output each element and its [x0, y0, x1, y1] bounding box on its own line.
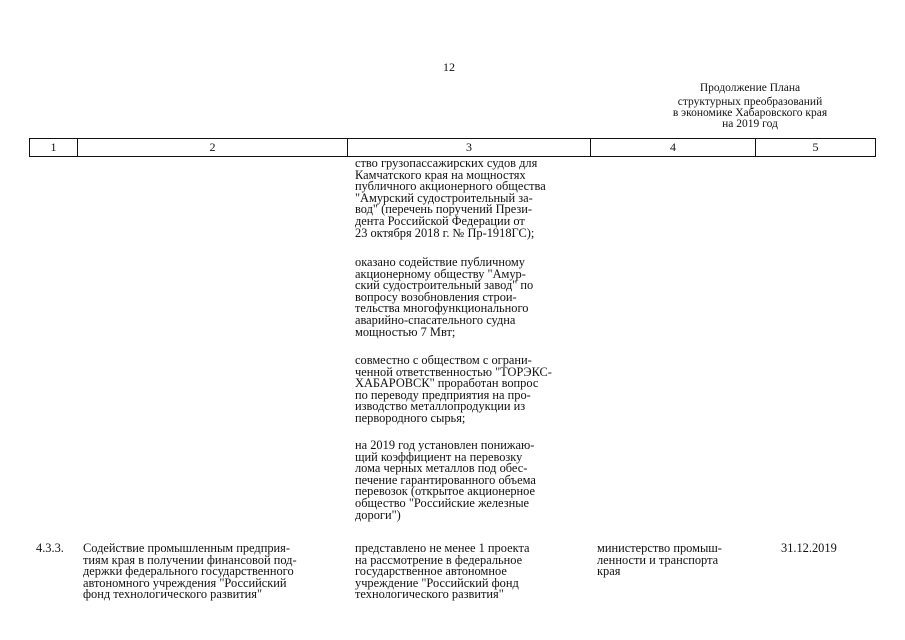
- text-line: акционерному обществу "Амур-: [355, 266, 526, 281]
- text-line: представлено не менее 1 проекта: [355, 541, 530, 555]
- text-line: автономного учреждения "Российский: [83, 575, 287, 590]
- text-line: оказано содействие публичному: [355, 255, 525, 269]
- text-line: совместно с обществом с ограни-: [355, 353, 532, 367]
- column-number-5: 5: [755, 138, 876, 157]
- text-line: перевозок (открытое акционерное: [355, 484, 536, 499]
- text-line: дента Российской Федерации от: [355, 213, 525, 228]
- text-line: Камчатского края на мощностях: [355, 167, 526, 182]
- result-paragraph: [355, 257, 533, 338]
- text-line: лома черных металлов под обес-: [355, 461, 528, 476]
- activity-cell: [83, 543, 297, 601]
- result-paragraph: [355, 440, 536, 521]
- text-line: фонд технологического развития": [83, 587, 263, 602]
- note-line: структурных преобразований: [677, 96, 823, 108]
- text-line: на 2019 год установлен понижаю-: [355, 438, 535, 452]
- text-line: на рассмотрение в федеральное: [355, 552, 523, 567]
- text-line: края: [597, 564, 621, 579]
- column-number-2: 2: [77, 138, 347, 157]
- text-line: тиям края в получении финансовой под-: [83, 552, 297, 567]
- text-line: 23 октября 2018 г. № Пр-1918ГС);: [355, 225, 535, 240]
- text-line: ство грузопассажирских судов для: [355, 156, 538, 170]
- text-line: Содействие промышленным предприя-: [83, 541, 290, 555]
- text-line: тельства многофункционального: [355, 301, 529, 316]
- text-line: первородного сырья;: [355, 410, 466, 425]
- text-line: публичного акционерного общества: [355, 179, 546, 194]
- page-number: 12: [443, 60, 455, 74]
- text-line: ХАБАРОВСК" проработан вопрос: [355, 376, 539, 391]
- text-line: мощностью 7 Мвт;: [355, 324, 456, 339]
- responsible-cell: [597, 543, 722, 578]
- deadline-cell: 31.12.2019: [781, 541, 837, 555]
- text-line: вод" (перечень поручений Прези-: [355, 202, 533, 217]
- text-line: печение гарантированного объема: [355, 472, 536, 487]
- row-number: 4.3.3.: [36, 541, 64, 555]
- text-line: вопросу возобновления строи-: [355, 289, 517, 304]
- column-number-1: 1: [29, 138, 77, 157]
- text-line: держки федерального государственного: [83, 564, 294, 579]
- text-line: по переводу предприятия на про-: [355, 387, 531, 402]
- text-line: технологического развития": [355, 587, 504, 602]
- note-line: в экономике Хабаровского края: [672, 107, 828, 119]
- text-line: "Амурский судостроительный за-: [355, 190, 533, 205]
- text-line: ский судостроительный завод" по: [355, 278, 534, 293]
- text-line: щий коэффициент на перевозку: [355, 449, 523, 464]
- text-line: ленности и транспорта: [597, 552, 719, 567]
- result-cell: [355, 543, 530, 601]
- note-line: на 2019 год: [722, 118, 778, 130]
- text-line: учреждение "Российский фонд: [355, 575, 519, 590]
- plan-continuation-note: [640, 83, 860, 130]
- column-number-3: 3: [347, 138, 590, 157]
- text-line: министерство промыш-: [597, 541, 722, 555]
- result-paragraph: [355, 355, 552, 425]
- column-number-4: 4: [590, 138, 755, 157]
- note-line: Продолжение Плана: [699, 82, 801, 94]
- text-line: ченной ответственностью "ТОРЭКС-: [355, 364, 552, 379]
- result-paragraph: [355, 158, 546, 239]
- text-line: государственное автономное: [355, 564, 507, 579]
- text-line: изводство металлопродукции из: [355, 399, 526, 414]
- text-line: аварийно-спасательного судна: [355, 312, 516, 327]
- text-line: дороги"): [355, 507, 401, 522]
- text-line: общество "Российские железные: [355, 495, 530, 510]
